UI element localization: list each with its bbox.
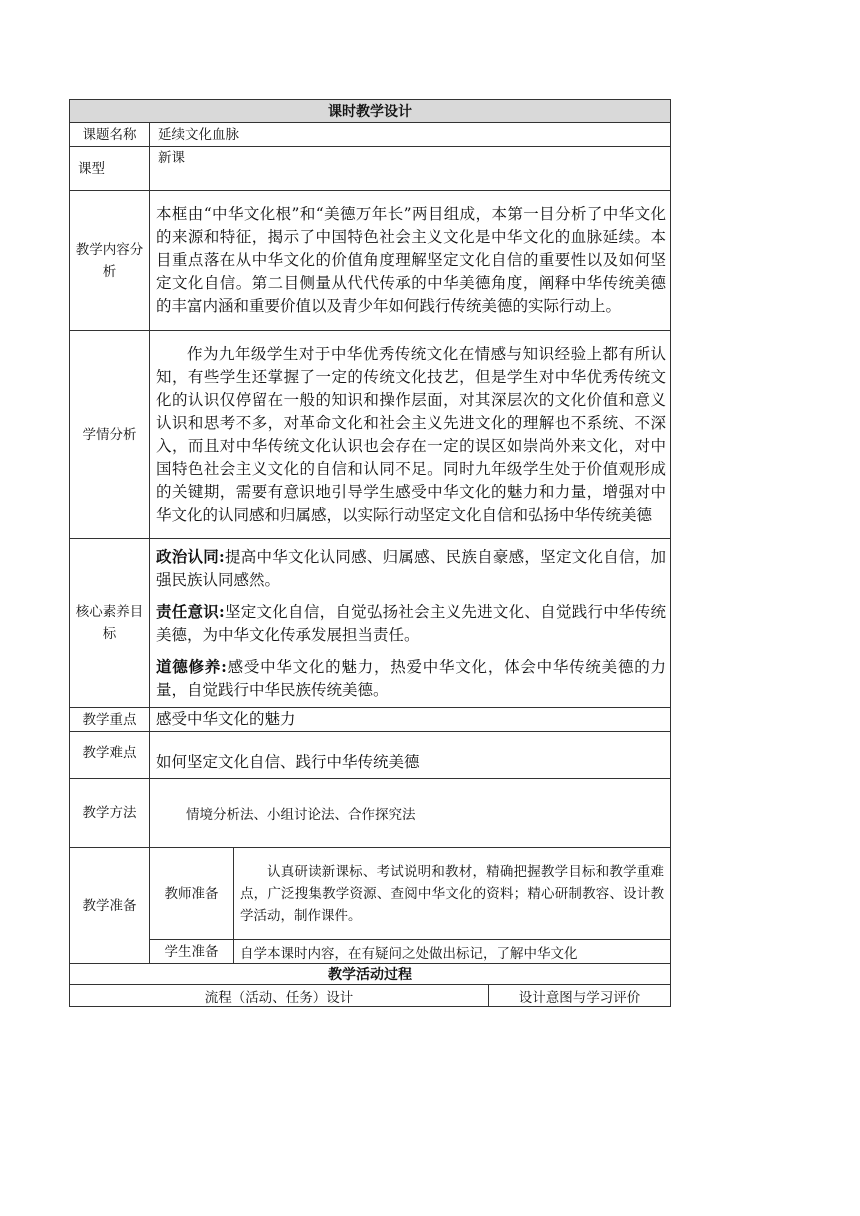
goal-morality: 道德修养:感受中华文化的魅力，热爱中华文化，体会中华传统美德的力量，自觉践行中华民族传统美德。 xyxy=(156,656,666,699)
focus-value: 感受中华文化的魅力 xyxy=(150,708,671,732)
method-value: 情境分析法、小组讨论法、合作探究法 xyxy=(150,779,671,848)
process-title: 教学活动过程 xyxy=(70,964,671,985)
process-col-design: 流程（活动、任务）设计 xyxy=(70,985,489,1007)
focus-label: 教学重点 xyxy=(70,708,150,732)
type-label: 课型 xyxy=(70,147,150,191)
teacher-prep-text: 认真研读新课标、考试说明和教材，精确把握教学目标和教学重难点，广泛搜集教学资源、查阅中华文化的资料；精心研制教容、设计教学活动，制作课件。 xyxy=(234,848,671,940)
student-analysis-label: 学情分析 xyxy=(70,331,150,539)
table-title: 课时教学设计 xyxy=(70,100,671,123)
difficulty-label: 教学难点 xyxy=(70,732,150,779)
prep-label: 教学准备 xyxy=(70,848,150,964)
content-analysis-label: 教学内容分析 xyxy=(70,191,150,331)
process-col-intent: 设计意图与学习评价 xyxy=(489,985,671,1007)
goal-political: 政治认同:提高中华文化认同感、归属感、民族自豪感，坚定文化自信，加强民族认同感然。 xyxy=(156,546,666,589)
difficulty-value: 如何坚定文化自信、践行中华传统美德 xyxy=(150,732,671,779)
method-label: 教学方法 xyxy=(70,779,150,848)
teacher-prep-label: 教师准备 xyxy=(150,848,234,940)
core-goals-label: 核心素养目标 xyxy=(70,539,150,708)
topic-value: 延续文化血脉 xyxy=(150,123,671,147)
student-prep-label: 学生准备 xyxy=(150,940,234,964)
content-analysis-text: 本框由“中华文化根”和“美德万年长”两目组成，本第一目分析了中华文化的来源和特征，揭示了中国特色社会主义文化是中华文化的血脉延续。本目重点落在从中华文化的价值角度理解坚定文化自信的重要性以及如何坚定文化自信。第二目侧量从代代传承的中华美德角度，阐释中华传统美德的丰富内涵和重要价值以及青少年如何践行传统美德的实际行动上。 xyxy=(150,191,671,331)
lesson-design-table xyxy=(69,99,671,1007)
topic-label: 课题名称 xyxy=(70,123,150,147)
goal-responsibility: 责任意识:坚定文化自信，自觉弘扬社会主义先进文化、自觉践行中华传统美德，为中华文化传承发展担当责任。 xyxy=(156,601,666,644)
type-value: 新课 xyxy=(150,147,671,191)
student-prep-text: 自学本课时内容，在有疑问之处做出标记，了解中华文化 xyxy=(234,940,671,964)
student-analysis-text: 作为九年级学生对于中华优秀传统文化在情感与知识经验上都有所认知，有些学生还掌握了一定的传统文化技艺，但是学生对中华优秀传统文化的认识仅停留在一般的知识和操作层面，对其深层次的文化价值和意义认识和思考不多，对革命文化和社会主义先进文化的理解也不系统、不深入，而且对中华传统文化认识也会存在一定的误区如崇尚外来文化，对中国特色社会主义文化的自信和认同不足。同时九年级学生处于价值观形成的关键期，需要有意识地引导学生感受中华文化的魅力和力量，增强对中华文化的认同感和归属感，以实际行动坚定文化自信和弘扬中华传统美德 xyxy=(150,331,671,539)
core-goals xyxy=(150,539,671,708)
